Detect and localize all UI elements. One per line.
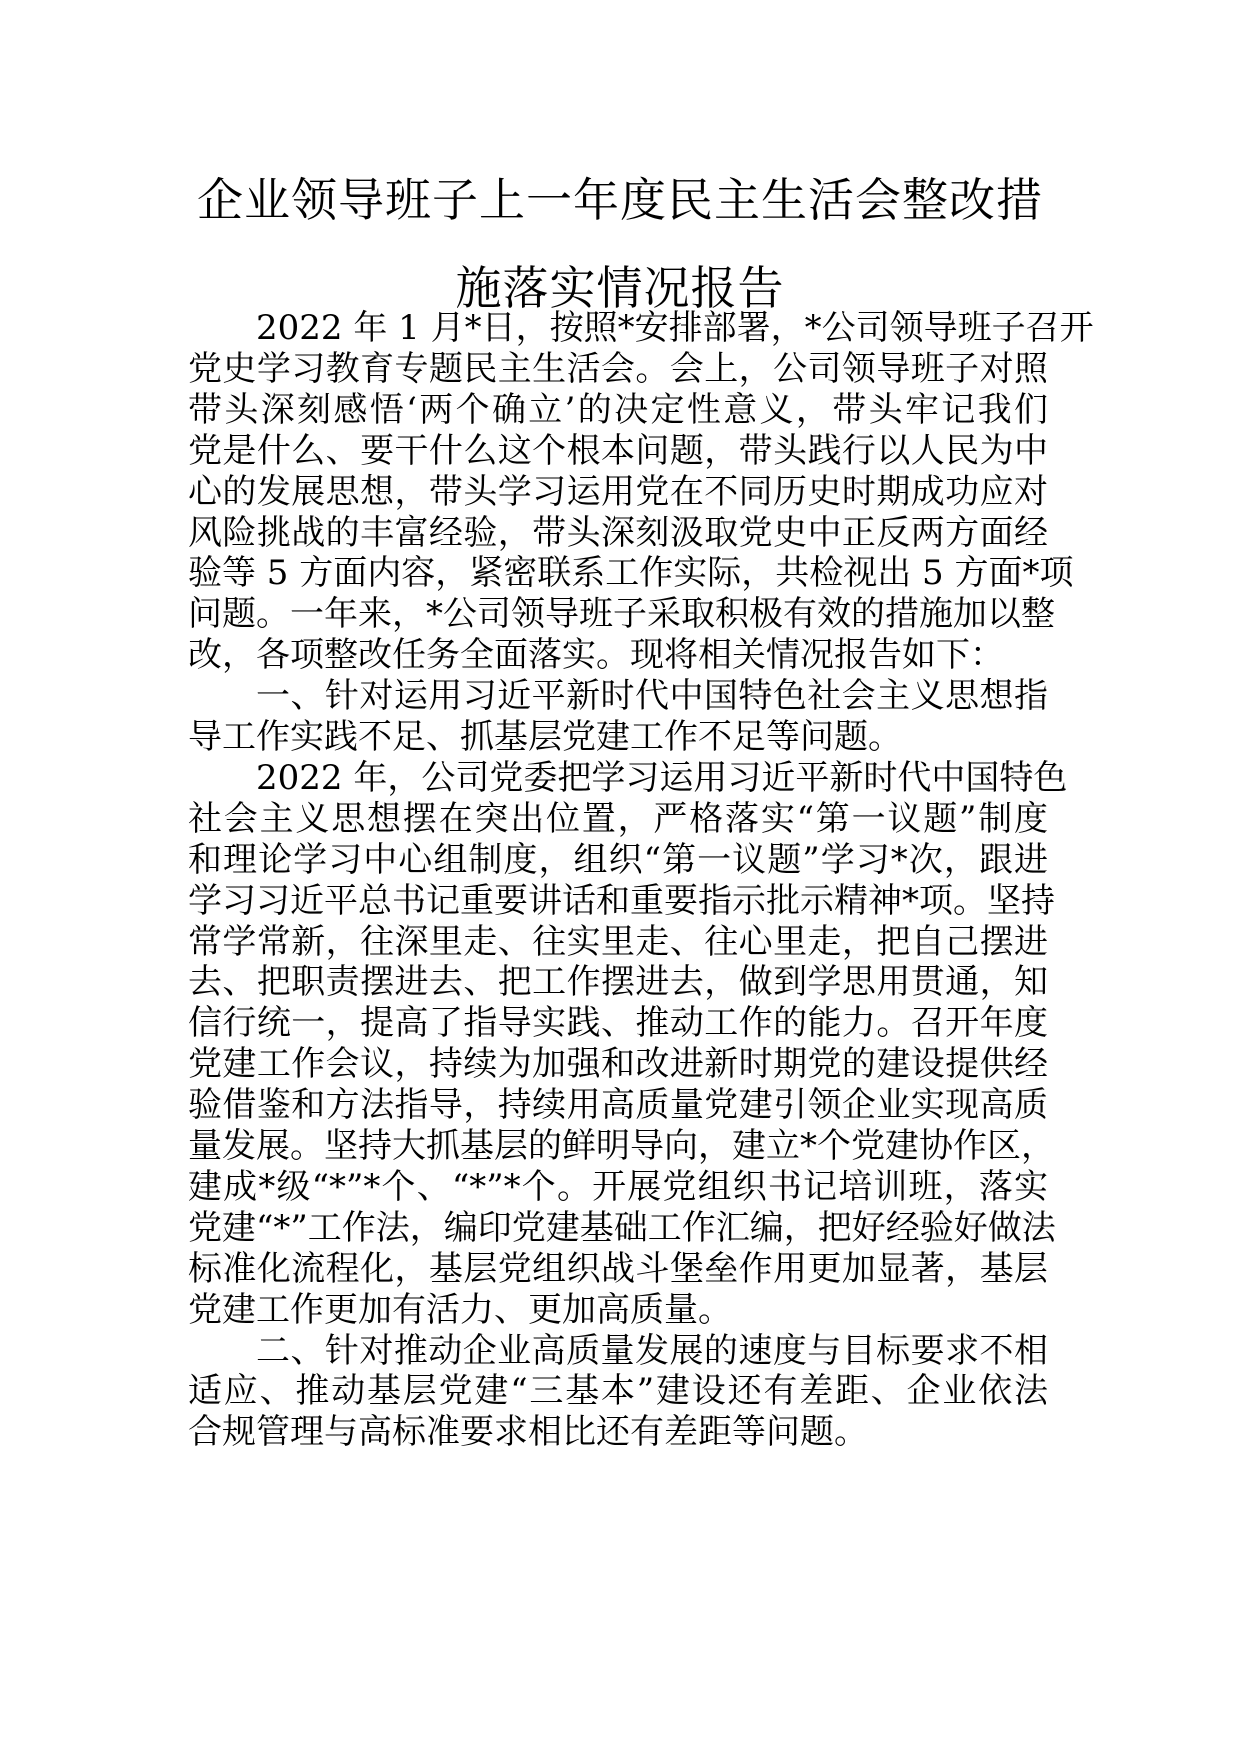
body-line: 社会主义思想摆在突出位置，严格落实“第一议题”制度 bbox=[188, 798, 1048, 839]
body-line: 风险挑战的丰富经验，带头深刻汲取党史中正反两方面经 bbox=[188, 512, 1048, 553]
body-line: 心的发展思想，带头学习运用党在不同历史时期成功应对 bbox=[188, 471, 1048, 512]
body-line: 问题。一年来，*公司领导班子采取积极有效的措施加以整 bbox=[188, 594, 1055, 635]
body-line: 党建“*”工作法，编印党建基础工作汇编，把好经验好做法 bbox=[188, 1207, 1056, 1248]
body-line: 验等 5 方面内容，紧密联系工作实际，共检视出 5 方面*项 bbox=[188, 553, 1074, 594]
body-line: 建成*级“*”*个、“*”*个。开展党组织书记培训班，落实 bbox=[188, 1166, 1048, 1207]
body-line: 党建工作更加有活力、更加高质量。 bbox=[188, 1289, 732, 1330]
body-line: 带头深刻感悟‘两个确立’的决定性意义，带头牢记我们 bbox=[188, 389, 1048, 430]
body-line: 合规管理与高标准要求相比还有差距等问题。 bbox=[188, 1412, 868, 1453]
body-line: 验借鉴和方法指导，持续用高质量党建引领企业实现高质 bbox=[188, 1085, 1048, 1126]
body-line: 常学常新，往深里走、往实里走、往心里走，把自己摆进 bbox=[188, 921, 1048, 962]
body-line: 导工作实践不足、抓基层党建工作不足等问题。 bbox=[188, 717, 902, 757]
body-line: 党史学习教育专题民主生活会。会上，公司领导班子对照 bbox=[188, 348, 1048, 389]
body-line: 一、针对运用习近平新时代中国特色社会主义思想指 bbox=[256, 676, 1048, 717]
body-line: 信行统一，提高了指导实践、推动工作的能力。召开年度 bbox=[188, 1003, 1048, 1044]
body-line: 2022 年，公司党委把学习运用习近平新时代中国特色 bbox=[256, 757, 1068, 798]
body-line: 改，各项整改任务全面落实。现将相关情况报告如下： bbox=[188, 635, 1004, 676]
body-line: 二、针对推动企业高质量发展的速度与目标要求不相 bbox=[256, 1330, 1048, 1371]
document-title-line-2: 施落实情况报告 bbox=[455, 261, 785, 315]
body-line: 2022 年 1 月*日，按照*安排部署，*公司领导班子召开 bbox=[256, 308, 1094, 348]
document-title-line-1: 企业领导班子上一年度民主生活会整改措 bbox=[197, 173, 1043, 227]
body-line: 量发展。坚持大抓基层的鲜明导向，建立*个党建协作区， bbox=[188, 1126, 1055, 1166]
body-line: 适应、推动基层党建“三基本”建设还有差距、企业依法 bbox=[188, 1371, 1048, 1412]
body-line: 去、把职责摆进去、把工作摆进去，做到学思用贯通，知 bbox=[188, 962, 1048, 1003]
body-line: 党是什么、要干什么这个根本问题，带头践行以人民为中 bbox=[188, 430, 1048, 471]
body-line: 标准化流程化，基层党组织战斗堡垒作用更加显著，基层 bbox=[188, 1248, 1048, 1289]
body-line: 党建工作会议，持续为加强和改进新时期党的建设提供经 bbox=[188, 1044, 1048, 1085]
body-line: 和理论学习中心组制度，组织“第一议题”学习*次，跟进 bbox=[188, 839, 1048, 880]
body-line: 学习习近平总书记重要讲话和重要指示批示精神*项。坚持 bbox=[188, 880, 1055, 921]
